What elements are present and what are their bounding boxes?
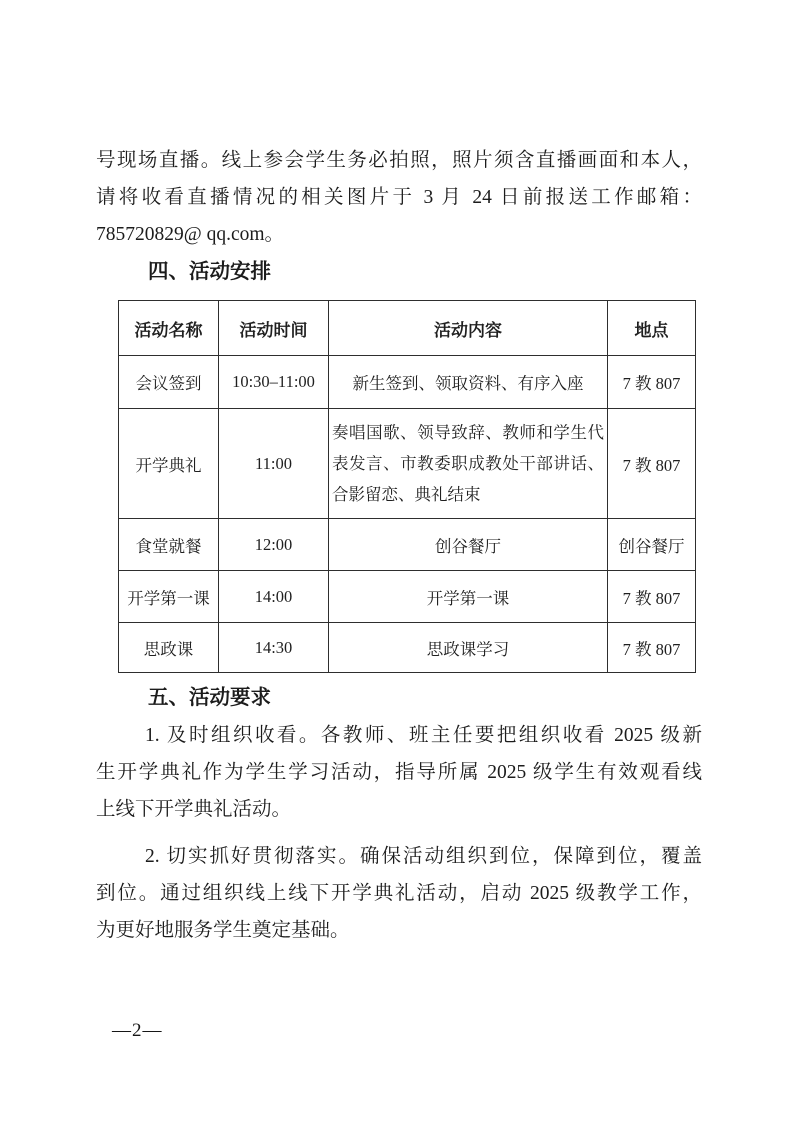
table-cell-location: 7 教 807 xyxy=(608,571,696,623)
table-cell-name: 开学典礼 xyxy=(119,409,219,519)
table-cell-time: 11:00 xyxy=(219,409,329,519)
table-cell-content: 新生签到、领取资料、有序入座 xyxy=(329,356,608,409)
table-cell-time: 10:30–11:00 xyxy=(219,356,329,409)
table-cell-content: 创谷餐厅 xyxy=(329,519,608,571)
page-number: —2— xyxy=(112,1020,163,1041)
section5-heading: 五、活动要求 xyxy=(148,687,271,709)
paragraph-line: 生开学典礼作为学生学习活动，指导所属 2025 级学生有效观看线 xyxy=(96,762,702,783)
table-header-cell-name: 活动名称 xyxy=(119,301,219,356)
paragraph-line: 为更好地服务学生奠定基础。 xyxy=(96,920,350,941)
document-content xyxy=(96,142,702,949)
table-cell-name: 食堂就餐 xyxy=(119,519,219,571)
table-cell-time: 12:00 xyxy=(219,519,329,571)
requirement-paragraph-1 xyxy=(96,717,702,828)
table-row xyxy=(119,571,696,623)
paragraph-line: 到位。通过组织线上线下开学典礼活动，启动 2025 级教学工作， xyxy=(96,883,702,904)
activity-schedule-table xyxy=(118,300,696,673)
table-cell-name: 开学第一课 xyxy=(119,571,219,623)
table-cell-content: 开学第一课 xyxy=(329,571,608,623)
requirement-paragraph-2 xyxy=(96,838,702,949)
table-header-cell-content: 活动内容 xyxy=(329,301,608,356)
table-row xyxy=(119,623,696,673)
table-header-cell-time: 活动时间 xyxy=(219,301,329,356)
table-cell-time: 14:00 xyxy=(219,571,329,623)
table-cell-location: 7 教 807 xyxy=(608,409,696,519)
section4-heading: 四、活动安排 xyxy=(148,261,271,283)
table-row xyxy=(119,356,696,409)
table-header-row xyxy=(119,301,696,356)
table-header-cell-location: 地点 xyxy=(608,301,696,356)
paragraph-line: 1. 及时组织收看。各教师、班主任要把组织收看 2025 级新 xyxy=(145,725,702,746)
table-cell-content: 思政课学习 xyxy=(329,623,608,673)
table-row xyxy=(119,409,696,519)
table-cell-location: 7 教 807 xyxy=(608,356,696,409)
paragraph-line: 上线下开学典礼活动。 xyxy=(96,799,292,820)
table-cell-name: 思政课 xyxy=(119,623,219,673)
intro-line: 请将收看直播情况的相关图片于 3 月 24 日前报送工作邮箱： xyxy=(96,187,702,208)
table-cell-time: 14:30 xyxy=(219,623,329,673)
table-cell-name: 会议签到 xyxy=(119,356,219,409)
table-cell-location: 创谷餐厅 xyxy=(608,519,696,571)
intro-paragraph xyxy=(96,142,702,253)
table-row xyxy=(119,519,696,571)
paragraph-line: 2. 切实抓好贯彻落实。确保活动组织到位，保障到位，覆盖 xyxy=(145,846,702,867)
intro-line: 号现场直播。线上参会学生务必拍照，照片须含直播画面和本人， xyxy=(96,150,702,171)
intro-line-email: 785720829@ qq.com。 xyxy=(96,224,285,245)
table-cell-location: 7 教 807 xyxy=(608,623,696,673)
table-cell-content: 奏唱国歌、领导致辞、教师和学生代表发言、市教委职成教处干部讲话、合影留恋、典礼结束 xyxy=(329,409,608,519)
